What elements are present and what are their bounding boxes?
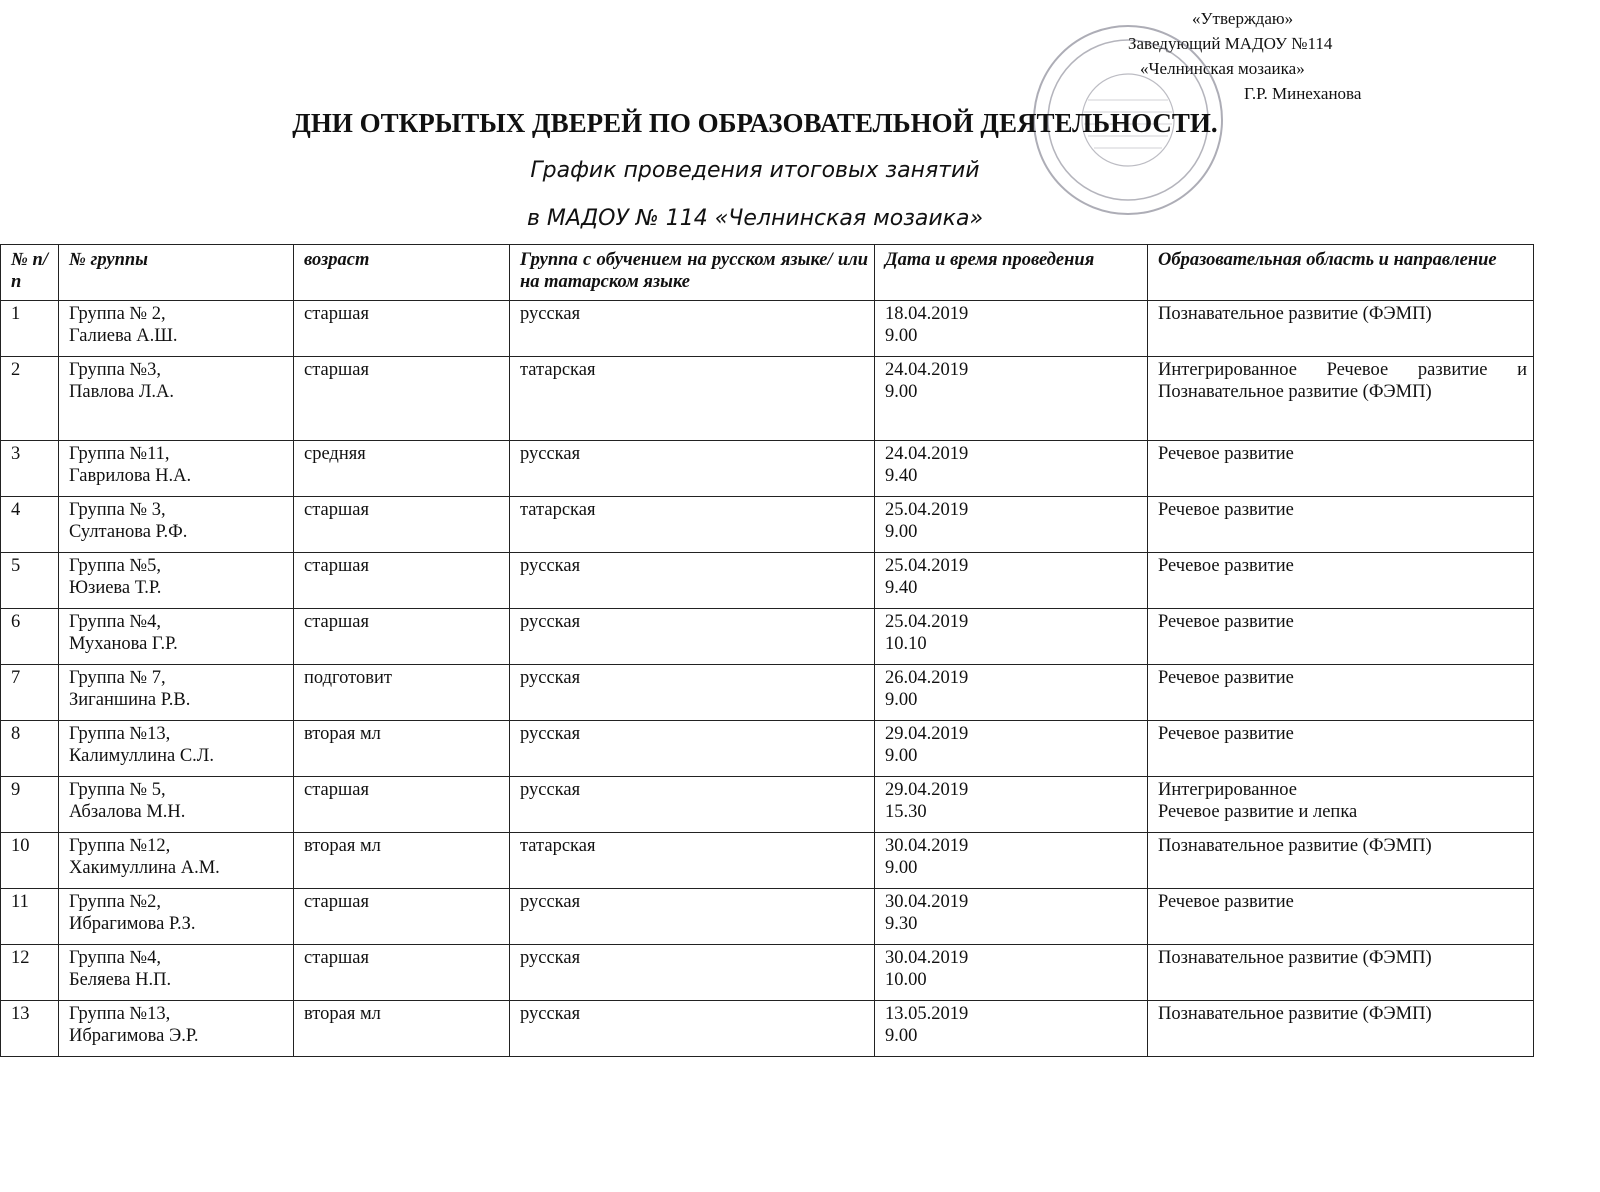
cell-language — [510, 497, 875, 553]
cell-group — [59, 1001, 294, 1057]
row-date: 30.04.2019 — [885, 948, 969, 968]
cell-num — [1, 1001, 59, 1057]
cell-num — [1, 553, 59, 609]
cell-area — [1148, 777, 1534, 833]
table-row — [1, 945, 1534, 1001]
header-language-label: Группа с обучением на русском языке/ или на татарском языке — [520, 250, 868, 292]
table-row — [1, 665, 1534, 721]
row-language: татарская — [520, 360, 596, 380]
cell-age — [294, 833, 510, 889]
page-subtitle-institution: в МАДОУ № 114 «Челнинская мозаика» — [526, 206, 984, 231]
cell-language — [510, 1001, 875, 1057]
cell-datetime — [875, 665, 1148, 721]
cell-group — [59, 889, 294, 945]
row-num: 2 — [11, 360, 21, 380]
cell-language — [510, 777, 875, 833]
row-time: 9.00 — [885, 382, 918, 402]
row-age: подготовит — [304, 668, 392, 688]
cell-age — [294, 721, 510, 777]
cell-language — [510, 833, 875, 889]
row-area: Познавательное развитие (ФЭМП) — [1158, 836, 1432, 856]
row-teacher: Ибрагимова Э.Р. — [69, 1026, 199, 1046]
cell-age — [294, 497, 510, 553]
cell-num — [1, 721, 59, 777]
row-num: 7 — [11, 668, 21, 688]
row-group: Группа № 7, — [69, 668, 166, 688]
row-age: вторая мл — [304, 1004, 381, 1024]
table-row — [1, 609, 1534, 665]
cell-datetime — [875, 497, 1148, 553]
row-teacher: Султанова Р.Ф. — [69, 522, 188, 542]
row-language: русская — [520, 612, 581, 632]
row-age: вторая мл — [304, 724, 381, 744]
header-group: № группы — [59, 245, 294, 301]
row-group: Группа №4, — [69, 948, 161, 968]
row-group: Группа №12, — [69, 836, 171, 856]
cell-datetime — [875, 553, 1148, 609]
row-area: Речевое развитие — [1158, 612, 1294, 632]
header-datetime — [875, 245, 1148, 301]
cell-datetime — [875, 301, 1148, 357]
cell-group — [59, 721, 294, 777]
row-age: старшая — [304, 948, 369, 968]
row-age: старшая — [304, 892, 369, 912]
row-language: русская — [520, 556, 581, 576]
row-group: Группа № 2, — [69, 304, 166, 324]
cell-age — [294, 777, 510, 833]
row-date: 18.04.2019 — [885, 304, 969, 324]
cell-datetime — [875, 945, 1148, 1001]
header-area — [1148, 245, 1534, 301]
cell-group — [59, 441, 294, 497]
cell-language — [510, 721, 875, 777]
row-age: старшая — [304, 556, 369, 576]
cell-datetime — [875, 441, 1148, 497]
row-teacher: Павлова Л.А. — [69, 382, 175, 402]
row-age: старшая — [304, 612, 369, 632]
row-teacher: Гаврилова Н.А. — [69, 466, 192, 486]
cell-language — [510, 357, 875, 441]
cell-num — [1, 301, 59, 357]
row-num: 3 — [11, 444, 21, 464]
row-num: 6 — [11, 612, 21, 632]
cell-group — [59, 553, 294, 609]
cell-datetime — [875, 1001, 1148, 1057]
row-group: Группа №2, — [69, 892, 161, 912]
row-language: русская — [520, 780, 581, 800]
row-num: 4 — [11, 500, 21, 520]
row-time: 9.00 — [885, 690, 918, 710]
cell-group — [59, 357, 294, 441]
row-area: Познавательное развитие (ФЭМП) — [1158, 1004, 1432, 1024]
cell-age — [294, 301, 510, 357]
row-age: старшая — [304, 360, 369, 380]
cell-area — [1148, 497, 1534, 553]
cell-age — [294, 945, 510, 1001]
row-teacher: Юзиева Т.Р. — [69, 578, 162, 598]
cell-datetime — [875, 609, 1148, 665]
cell-area — [1148, 721, 1534, 777]
cell-language — [510, 609, 875, 665]
schedule-table — [0, 244, 1534, 1057]
cell-area — [1148, 665, 1534, 721]
cell-num — [1, 609, 59, 665]
cell-area — [1148, 1001, 1534, 1057]
cell-num — [1, 441, 59, 497]
cell-language — [510, 889, 875, 945]
row-date: 29.04.2019 — [885, 724, 969, 744]
table-row — [1, 833, 1534, 889]
row-date: 25.04.2019 — [885, 556, 969, 576]
approval-line-2: Заведующий МАДОУ №114 — [1128, 34, 1333, 53]
row-area: Речевое развитие — [1158, 724, 1294, 744]
row-date: 26.04.2019 — [885, 668, 969, 688]
cell-language — [510, 441, 875, 497]
cell-language — [510, 945, 875, 1001]
row-num: 5 — [11, 556, 21, 576]
row-teacher: Калимуллина С.Л. — [69, 746, 214, 766]
row-area: Речевое развитие — [1158, 556, 1294, 576]
cell-language — [510, 301, 875, 357]
cell-datetime — [875, 889, 1148, 945]
row-time: 15.30 — [885, 802, 927, 822]
cell-area — [1148, 441, 1534, 497]
cell-age — [294, 665, 510, 721]
row-group: Группа №11, — [69, 444, 170, 464]
cell-group — [59, 665, 294, 721]
cell-language — [510, 553, 875, 609]
cell-group — [59, 833, 294, 889]
table-row — [1, 301, 1534, 357]
cell-group — [59, 945, 294, 1001]
header-age: возраст — [294, 245, 510, 301]
row-language: русская — [520, 948, 581, 968]
table-row — [1, 889, 1534, 945]
table-row — [1, 357, 1534, 441]
cell-num — [1, 665, 59, 721]
row-time: 9.00 — [885, 858, 918, 878]
cell-group — [59, 301, 294, 357]
cell-num — [1, 945, 59, 1001]
row-teacher: Ибрагимова Р.З. — [69, 914, 196, 934]
cell-area — [1148, 945, 1534, 1001]
table-row — [1, 721, 1534, 777]
approval-line-4: Г.Р. Минеханова — [1244, 84, 1362, 103]
cell-age — [294, 889, 510, 945]
row-language: русская — [520, 668, 581, 688]
row-time: 9.00 — [885, 746, 918, 766]
row-language: русская — [520, 1004, 581, 1024]
row-time: 9.00 — [885, 1026, 918, 1046]
row-language: русская — [520, 724, 581, 744]
row-age: вторая мл — [304, 836, 381, 856]
row-group: Группа № 5, — [69, 780, 166, 800]
cell-age — [294, 609, 510, 665]
row-num: 9 — [11, 780, 21, 800]
cell-area — [1148, 301, 1534, 357]
row-area: Познавательное развитие (ФЭМП) — [1158, 304, 1432, 324]
cell-num — [1, 777, 59, 833]
cell-language — [510, 665, 875, 721]
cell-area — [1148, 553, 1534, 609]
cell-datetime — [875, 357, 1148, 441]
page-subtitle: График проведения итоговых занятий — [530, 158, 980, 183]
cell-group — [59, 609, 294, 665]
cell-area — [1148, 889, 1534, 945]
approval-line-1: «Утверждаю» — [1192, 9, 1294, 28]
cell-age — [294, 441, 510, 497]
page-title: ДНИ ОТКРЫТЫХ ДВЕРЕЙ ПО ОБРАЗОВАТЕЛЬНОЙ ДЕЯТЕЛЬНОСТИ. — [292, 108, 1218, 138]
row-teacher: Беляева Н.П. — [69, 970, 172, 990]
header-language — [510, 245, 875, 301]
row-age: старшая — [304, 780, 369, 800]
row-teacher: Хакимуллина А.М. — [69, 858, 220, 878]
cell-age — [294, 1001, 510, 1057]
table-row — [1, 441, 1534, 497]
row-date: 13.05.2019 — [885, 1004, 969, 1024]
table-row — [1, 497, 1534, 553]
row-area: Речевое развитие — [1158, 444, 1294, 464]
row-area: Интегрированное Речевое развитие и Познавательное развитие (ФЭМП) — [1158, 360, 1527, 402]
row-num: 13 — [11, 1004, 30, 1024]
cell-datetime — [875, 721, 1148, 777]
row-num: 11 — [11, 892, 29, 912]
row-date: 30.04.2019 — [885, 836, 969, 856]
row-group: Группа №4, — [69, 612, 161, 632]
row-area: Познавательное развитие (ФЭМП) — [1158, 948, 1432, 968]
row-time: 9.00 — [885, 326, 918, 346]
table-header-row — [1, 245, 1534, 301]
cell-num — [1, 889, 59, 945]
cell-area — [1148, 833, 1534, 889]
row-date: 30.04.2019 — [885, 892, 969, 912]
cell-datetime — [875, 833, 1148, 889]
header-area-label: Образовательная область и направление — [1158, 250, 1497, 270]
row-age: старшая — [304, 500, 369, 520]
row-num: 10 — [11, 836, 30, 856]
row-group: Группа №5, — [69, 556, 161, 576]
row-date: 24.04.2019 — [885, 360, 969, 380]
row-language: русская — [520, 304, 581, 324]
row-num: 1 — [11, 304, 21, 324]
row-teacher: Абзалова М.Н. — [69, 802, 186, 822]
row-time: 9.30 — [885, 914, 918, 934]
header-datetime-label: Дата и время проведения — [885, 250, 1095, 270]
row-time: 9.40 — [885, 466, 918, 486]
table-row — [1, 1001, 1534, 1057]
row-date: 25.04.2019 — [885, 500, 969, 520]
cell-num — [1, 833, 59, 889]
row-language: татарская — [520, 500, 596, 520]
row-time: 9.00 — [885, 522, 918, 542]
row-language: русская — [520, 892, 581, 912]
row-area: Речевое развитие — [1158, 892, 1294, 912]
row-group: Группа №13, — [69, 724, 171, 744]
cell-num — [1, 497, 59, 553]
row-area: Речевое развитие — [1158, 668, 1294, 688]
row-date: 25.04.2019 — [885, 612, 969, 632]
row-language: русская — [520, 444, 581, 464]
row-teacher: Галиева А.Ш. — [69, 326, 178, 346]
header-num: № п/п — [1, 245, 59, 301]
cell-area — [1148, 357, 1534, 441]
row-teacher: Зиганшина Р.В. — [69, 690, 191, 710]
row-area: Интегрированное — [1158, 780, 1297, 800]
row-group: Группа № 3, — [69, 500, 166, 520]
row-num: 12 — [11, 948, 30, 968]
cell-age — [294, 357, 510, 441]
row-time: 9.40 — [885, 578, 918, 598]
row-language: татарская — [520, 836, 596, 856]
row-group: Группа №13, — [69, 1004, 171, 1024]
row-date: 29.04.2019 — [885, 780, 969, 800]
row-area: Речевое развитие — [1158, 500, 1294, 520]
row-area-2: Речевое развитие и лепка — [1158, 802, 1358, 822]
approval-line-3: «Челнинская мозаика» — [1140, 59, 1305, 78]
table-row — [1, 553, 1534, 609]
row-date: 24.04.2019 — [885, 444, 969, 464]
row-time: 10.00 — [885, 970, 927, 990]
cell-area — [1148, 609, 1534, 665]
row-group: Группа №3, — [69, 360, 161, 380]
cell-num — [1, 357, 59, 441]
row-age: старшая — [304, 304, 369, 324]
cell-datetime — [875, 777, 1148, 833]
table-row — [1, 777, 1534, 833]
row-teacher: Муханова Г.Р. — [69, 634, 178, 654]
row-time: 10.10 — [885, 634, 927, 654]
cell-group — [59, 777, 294, 833]
cell-age — [294, 553, 510, 609]
cell-group — [59, 497, 294, 553]
row-num: 8 — [11, 724, 21, 744]
row-age: средняя — [304, 444, 366, 464]
